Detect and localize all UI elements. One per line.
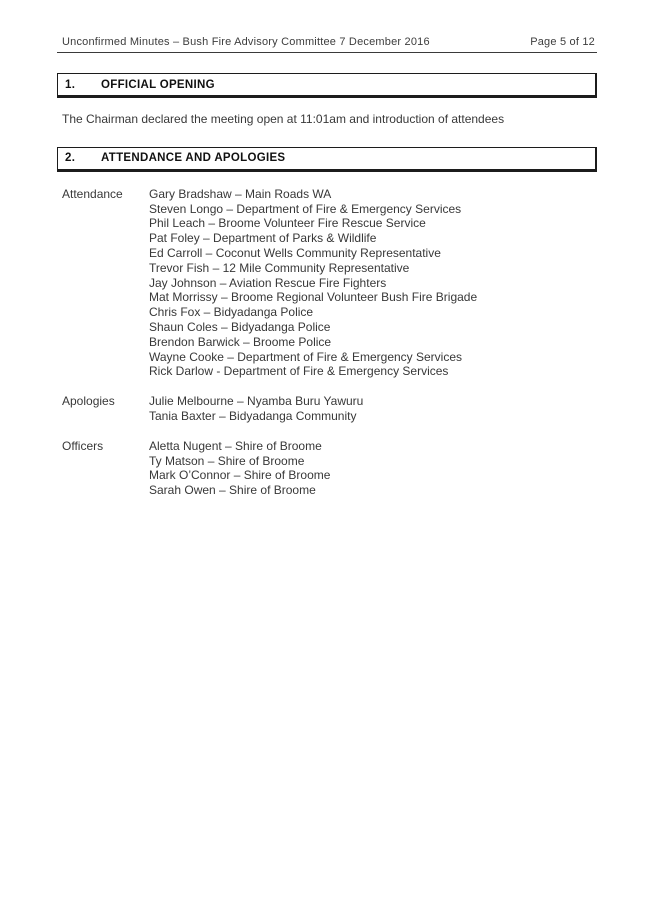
attendee-entry: Trevor Fish – 12 Mile Community Representative xyxy=(149,260,410,275)
attendance-label: Attendance xyxy=(62,186,123,201)
attendee-entry: Gary Bradshaw – Main Roads WA xyxy=(149,186,332,201)
attendee-entry: Steven Longo – Department of Fire & Emergency Services xyxy=(149,201,462,216)
attendee-entry: Pat Foley – Department of Parks & Wildlife xyxy=(149,231,377,246)
section-number: 1. xyxy=(65,78,76,91)
officer-entry: Aletta Nugent – Shire of Broome xyxy=(149,438,322,453)
section-heading-attendance-apologies xyxy=(57,147,597,172)
officer-entry: Mark O’Connor – Shire of Broome xyxy=(149,468,331,483)
section-heading-official-opening xyxy=(57,73,597,98)
header-title: Unconfirmed Minutes – Bush Fire Advisory Committee 7 December 2016 xyxy=(62,36,430,48)
attendee-entry: Jay Johnson – Aviation Rescue Fire Fighters xyxy=(149,275,387,290)
apologies-group xyxy=(57,394,597,424)
page-indicator: Page 5 of 12 xyxy=(530,36,595,48)
attendance-group xyxy=(57,187,597,379)
attendee-entry: Chris Fox – Bidyadanga Police xyxy=(149,305,314,320)
apology-entry: Tania Baxter – Bidyadanga Community xyxy=(149,408,357,423)
apologies-list xyxy=(149,394,597,424)
officer-entry: Sarah Owen – Shire of Broome xyxy=(149,483,316,498)
apologies-label: Apologies xyxy=(62,394,115,409)
officer-entry: Ty Matson – Shire of Broome xyxy=(149,453,305,468)
attendee-entry: Brendon Barwick – Broome Police xyxy=(149,334,332,349)
section-title: ATTENDANCE AND APOLOGIES xyxy=(101,152,286,165)
officers-list xyxy=(149,439,597,498)
section-number: 2. xyxy=(65,152,76,165)
running-header xyxy=(57,36,597,53)
attendance-list xyxy=(149,187,597,379)
attendee-entry: Wayne Cooke – Department of Fire & Emergency Services xyxy=(149,349,463,364)
section-title: OFFICIAL OPENING xyxy=(101,78,215,91)
attendee-entry: Mat Morrissy – Broome Regional Volunteer Bush Fire Brigade xyxy=(149,290,478,305)
attendee-entry: Phil Leach – Broome Volunteer Fire Rescue Service xyxy=(149,216,426,231)
attendee-entry: Ed Carroll – Coconut Wells Community Representative xyxy=(149,245,441,260)
attendee-entry: Rick Darlow - Department of Fire & Emergency Services xyxy=(149,364,449,379)
officers-label: Officers xyxy=(62,438,104,453)
officers-group xyxy=(57,439,597,498)
attendee-entry: Shaun Coles – Bidyadanga Police xyxy=(149,319,331,334)
opening-paragraph: The Chairman declared the meeting open at 11:01am and introduction of attendees xyxy=(62,112,505,126)
apology-entry: Julie Melbourne – Nyamba Buru Yawuru xyxy=(149,394,364,409)
